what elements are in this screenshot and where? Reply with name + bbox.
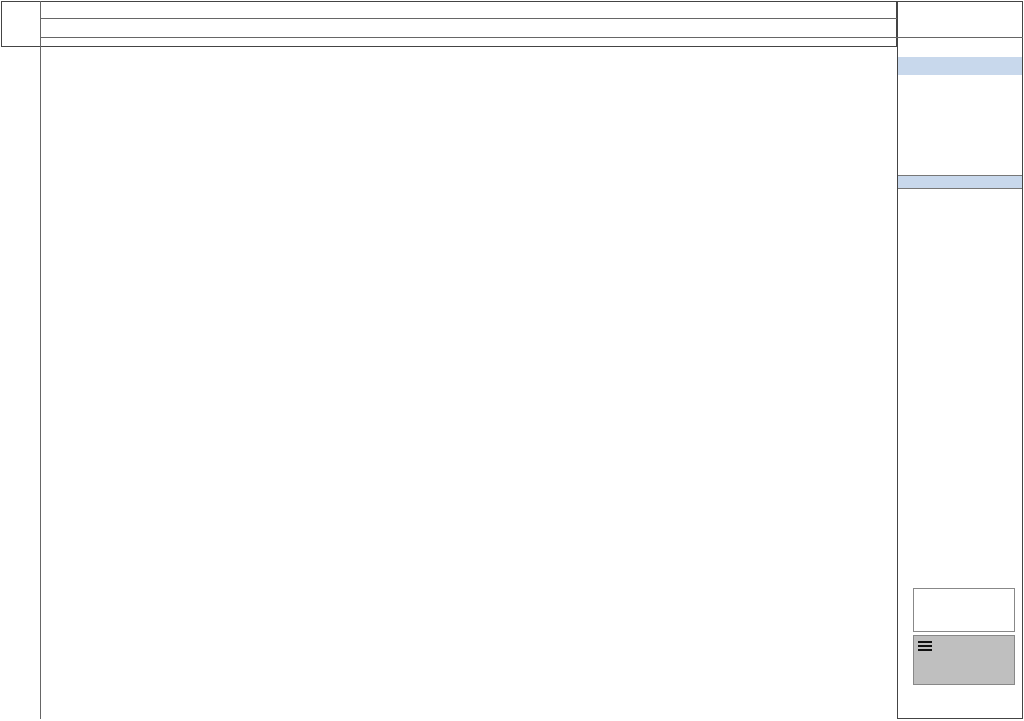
gov-logo-mark xyxy=(918,641,932,653)
allergens-title xyxy=(898,175,1022,189)
page-subtitle xyxy=(40,19,897,37)
school-logo xyxy=(913,588,1015,632)
page-title xyxy=(40,2,897,18)
nutrition-legend-title xyxy=(898,57,1022,75)
gov-logo xyxy=(913,635,1015,685)
